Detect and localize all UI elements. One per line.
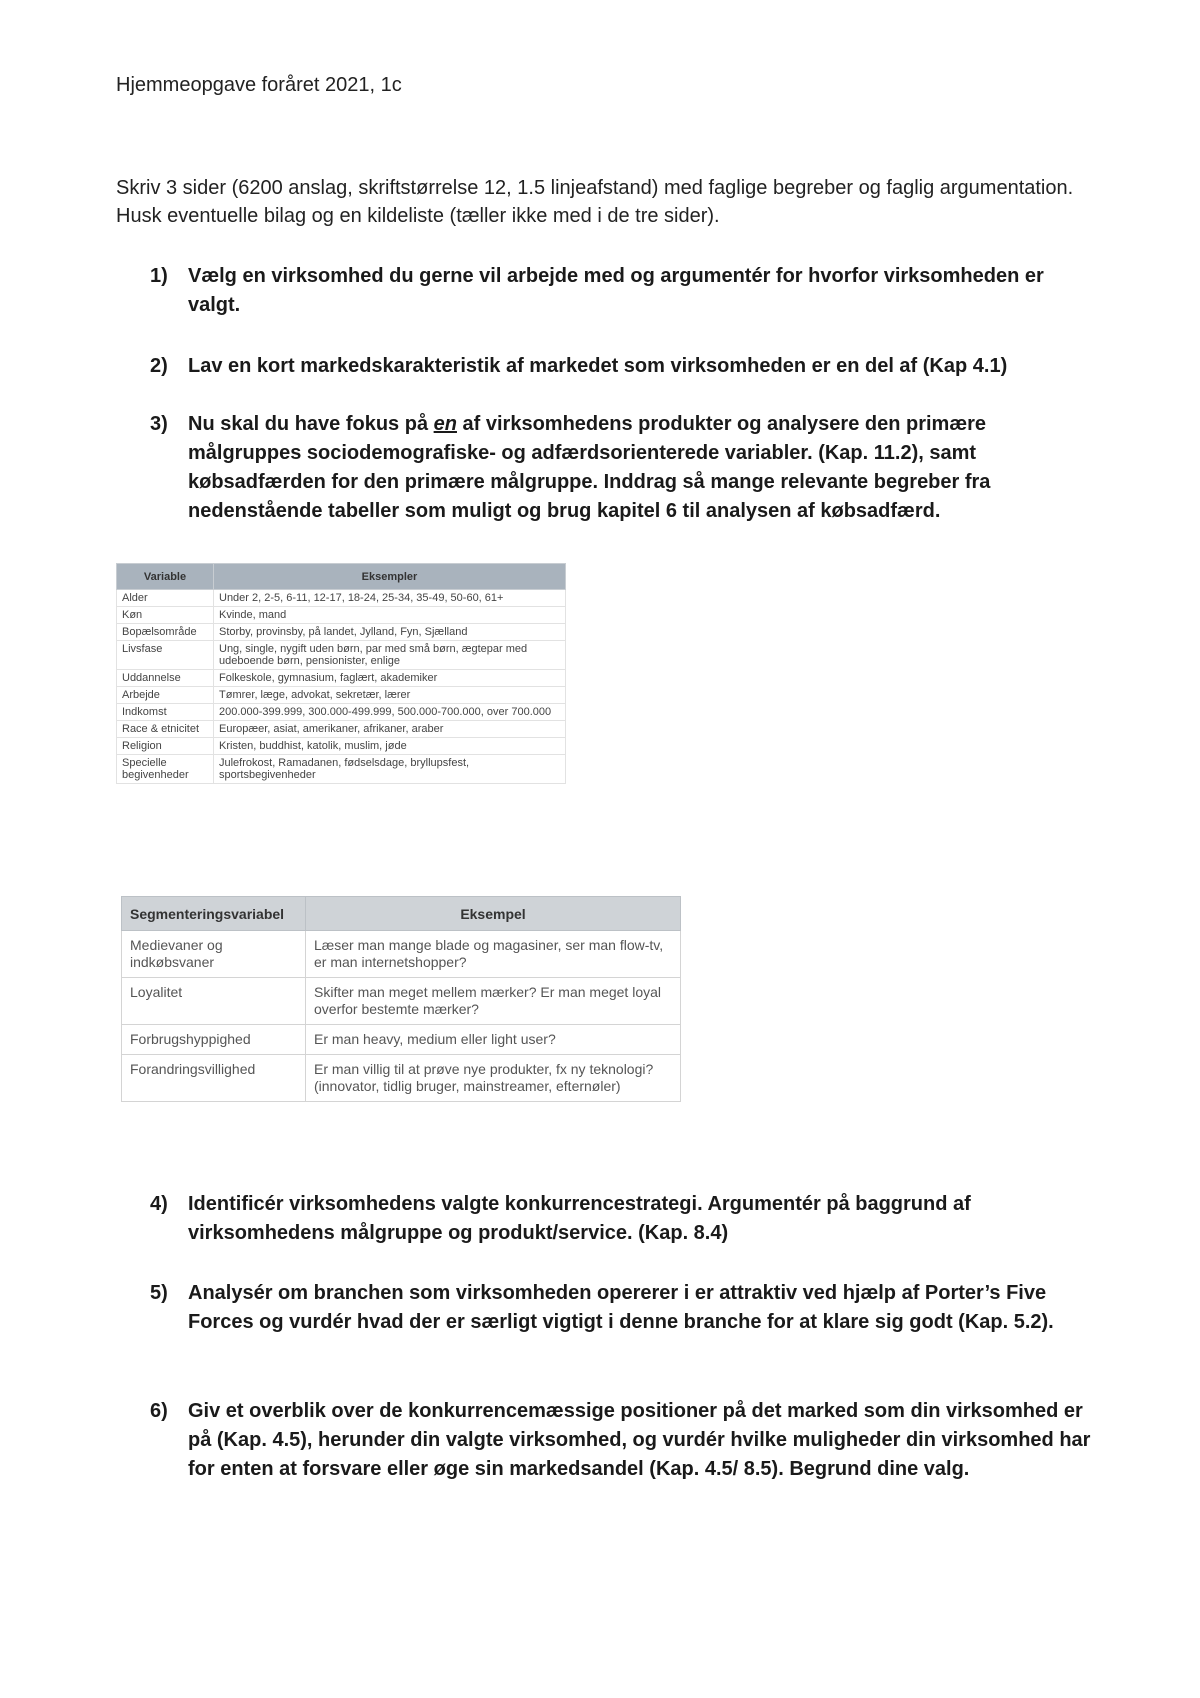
table-cell: Julefrokost, Ramadanen, fødselsdage, bryllupsfest, sportsbegivenheder <box>214 755 566 784</box>
table-cell: Bopælsområde <box>117 624 214 641</box>
task-number: 3) <box>150 413 168 435</box>
task-text: Identificér virksomhedens valgte konkurrencestrategi. Argumentér på baggrund af virksomhedens målgruppe og produkt/service. (Kap. 8.4) <box>188 1193 971 1244</box>
table-cell: Alder <box>117 590 214 607</box>
table-cell: Skifter man meget mellem mærker? Er man meget loyal overfor bestemte mærker? <box>306 978 681 1025</box>
task-number: 2) <box>150 355 168 377</box>
sociodemographic-table <box>116 563 566 784</box>
table-cell: Loyalitet <box>122 978 306 1025</box>
table-cell: Ung, single, nygift uden børn, par med små børn, ægtepar med udeboende børn, pensionister, enlige <box>214 641 566 670</box>
table-cell: Læser man mange blade og magasiner, ser man flow-tv, er man internetshopper? <box>306 931 681 978</box>
table-cell: Specielle begivenheder <box>117 755 214 784</box>
task-text-part: af virksomhedens produkter og analysere den primære målgruppes sociodemografiske- og adfærdsorienterede variabler. (Kap. 11.2), samt købsadfærden for den primære målgruppe. Inddrag så mange relevante begreber fra nedenstående tabeller som muligt og brug kapitel 6 til analysen af købsadfærd. <box>188 413 991 522</box>
task-number: 4) <box>150 1193 168 1215</box>
table-row <box>117 624 566 641</box>
table-cell: Er man heavy, medium eller light user? <box>306 1025 681 1055</box>
table-cell: Medievaner og indkøbsvaner <box>122 931 306 978</box>
table-cell: 200.000-399.999, 300.000-499.999, 500.000-700.000, over 700.000 <box>214 704 566 721</box>
table-row <box>117 641 566 670</box>
table-row <box>117 607 566 624</box>
table-header-row <box>117 564 566 590</box>
table-cell: Under 2, 2-5, 6-11, 12-17, 18-24, 25-34, 35-49, 50-60, 61+ <box>214 590 566 607</box>
table-cell: Storby, provinsby, på landet, Jylland, Fyn, Sjælland <box>214 624 566 641</box>
behavioral-segmentation-table <box>121 896 681 1102</box>
table-cell: Kristen, buddhist, katolik, muslim, jøde <box>214 738 566 755</box>
table-row <box>122 931 681 978</box>
column-header: Segmenteringsvariabel <box>122 897 306 931</box>
table-row <box>117 687 566 704</box>
table-row <box>122 1055 681 1102</box>
table-row <box>117 590 566 607</box>
table-cell: Uddannelse <box>117 670 214 687</box>
table-cell: Livsfase <box>117 641 214 670</box>
task-number: 5) <box>150 1282 168 1304</box>
task-3 <box>150 410 1100 526</box>
table-header-row <box>122 897 681 931</box>
emphasized-word: en <box>433 413 457 435</box>
table-cell: Race & etnicitet <box>117 721 214 738</box>
table-cell: Kvinde, mand <box>214 607 566 624</box>
table-cell: Forbrugshyppighed <box>122 1025 306 1055</box>
column-header: Eksempel <box>306 897 681 931</box>
task-5 <box>150 1279 1100 1337</box>
column-header: Variable <box>117 564 214 590</box>
task-number: 1) <box>150 265 168 287</box>
task-text-part: Nu skal du have fokus på <box>188 413 434 435</box>
table-row <box>117 755 566 784</box>
table-cell: Køn <box>117 607 214 624</box>
table-row <box>117 704 566 721</box>
table-row <box>117 670 566 687</box>
task-text: Giv et overblik over de konkurrencemæssige positioner på det marked som din virksomhed er på (Kap. 4.5), herunder din valgte virksomhed, og vurdér hvilke muligheder din virksomhed har for enten at forsvare eller øge sin markedsandel (Kap. 4.5/ 8.5). Begrund dine valg. <box>188 1400 1091 1480</box>
task-4 <box>150 1190 1100 1248</box>
task-text <box>188 410 1100 526</box>
table-cell: Religion <box>117 738 214 755</box>
table-cell: Indkomst <box>117 704 214 721</box>
table-cell: Er man villig til at prøve nye produkter, fx ny teknologi? (innovator, tidlig bruger, mainstreamer, efternøler) <box>306 1055 681 1102</box>
task-text: Lav en kort markedskarakteristik af markedet som virksomheden er en del af (Kap 4.1) <box>188 355 1008 377</box>
table-row <box>117 721 566 738</box>
intro-paragraph: Skriv 3 sider (6200 anslag, skriftstørrelse 12, 1.5 linjeafstand) med faglige begreber og faglig argumentation. Husk eventuelle bilag og en kildeliste (tæller ikke med i de tre sider). <box>116 177 1074 227</box>
table-row <box>122 1025 681 1055</box>
task-number: 6) <box>150 1400 168 1422</box>
task-6 <box>150 1397 1100 1484</box>
table-cell: Forandringsvillighed <box>122 1055 306 1102</box>
table-row <box>122 978 681 1025</box>
column-header: Eksempler <box>214 564 566 590</box>
document-header: Hjemmeopgave foråret 2021, 1c <box>116 74 402 96</box>
table-cell: Folkeskole, gymnasium, faglært, akademiker <box>214 670 566 687</box>
task-text: Vælg en virksomhed du gerne vil arbejde med og argumentér for hvorfor virksomheden er valgt. <box>188 265 1044 316</box>
task-text: Analysér om branchen som virksomheden opererer i er attraktiv ved hjælp af Porter’s Five Forces og vurdér hvad der er særligt vigtigt i denne branche for at klare sig godt (Kap. 5.2). <box>188 1282 1054 1333</box>
table-row <box>117 738 566 755</box>
table-cell: Tømrer, læge, advokat, sekretær, lærer <box>214 687 566 704</box>
task-2 <box>150 352 1100 381</box>
table-cell: Europæer, asiat, amerikaner, afrikaner, araber <box>214 721 566 738</box>
task-1 <box>150 262 1100 320</box>
table-cell: Arbejde <box>117 687 214 704</box>
